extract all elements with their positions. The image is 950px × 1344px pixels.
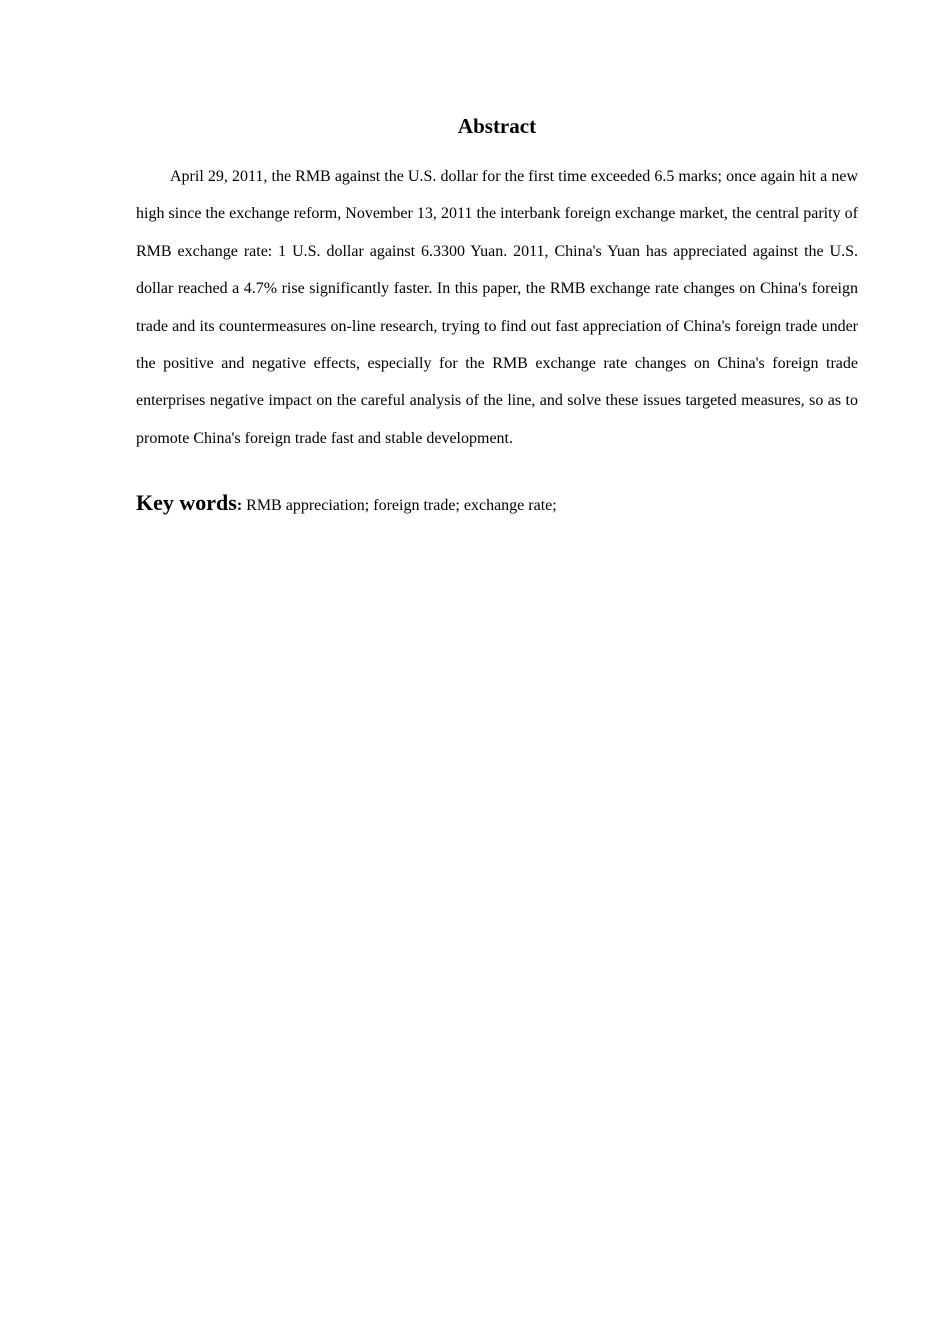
abstract-body: April 29, 2011, the RMB against the U.S. dollar for the first time exceeded 6.5 marks; once again hit a new high since the exchange reform, November 13, 2011 the interbank foreign exchange market, the central parity of RMB exchange rate: 1 U.S. dollar against 6.3300 Yuan. 2011, China's Yuan has appreciated against the U.S. dollar reached a 4.7% rise significantly faster. In this paper, the RMB exchange rate changes on China's foreign trade and its countermeasures on-line research, trying to find out fast appreciation of China's foreign trade under the positive and negative effects, especially for the RMB exchange rate changes on China's foreign trade enterprises negative impact on the careful analysis of the line, and solve these issues targeted measures, so as to promote China's foreign trade fast and stable development. — [136, 168, 858, 447]
keywords-label: Key words — [136, 490, 237, 516]
abstract-section — [136, 108, 858, 522]
keywords-text: RMB appreciation; foreign trade; exchange rate; — [242, 497, 557, 515]
keywords-separator: : — [236, 497, 243, 515]
keywords-line — [136, 487, 858, 522]
abstract-title: Abstract — [457, 114, 537, 138]
